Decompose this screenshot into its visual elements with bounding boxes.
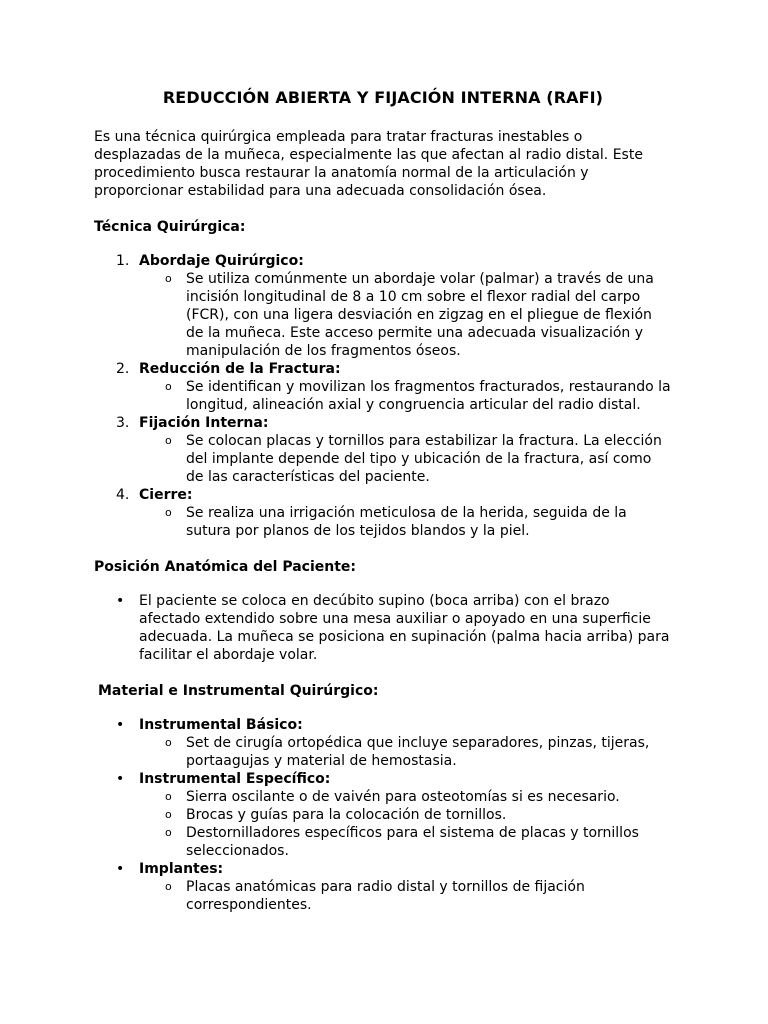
circle-bullet-icon: o	[165, 736, 172, 749]
step-label: Cierre:	[139, 487, 193, 503]
sub-list-item	[139, 432, 672, 486]
step-sublist	[139, 432, 672, 486]
step-item	[94, 414, 672, 486]
step-sublist	[139, 378, 672, 414]
material-sublist	[139, 734, 672, 770]
sub-list-item	[139, 504, 672, 540]
sub-list-item	[139, 824, 672, 860]
circle-bullet-icon: o	[165, 272, 172, 285]
bullet-icon: •	[116, 861, 125, 877]
position-list	[94, 592, 672, 664]
material-group	[94, 860, 672, 914]
sub-item-text: Se realiza una irrigación meticulosa de la herida, seguida de la sutura por planos de los tejidos blandos y la piel.	[186, 505, 627, 539]
circle-bullet-icon: o	[165, 506, 172, 519]
material-list	[94, 716, 672, 914]
document-title: REDUCCIÓN ABIERTA Y FIJACIÓN INTERNA (RAFI)	[162, 88, 604, 107]
sub-item-text: Placas anatómicas para radio distal y tornillos de fijación correspondientes.	[186, 879, 585, 913]
step-number: 4.	[116, 487, 130, 503]
material-sublist	[139, 788, 672, 860]
material-group-label: Instrumental Específico:	[139, 771, 331, 787]
material-sublist	[139, 878, 672, 914]
intro-paragraph: Es una técnica quirúrgica empleada para tratar fracturas inestables o desplazadas de la muñeca, especialmente las que afectan al radio distal. Este procedimiento busca restaurar la anatomía normal de la articulación y proporcionar estabilidad para una adecuada consolidación ósea.	[94, 129, 643, 199]
circle-bullet-icon: o	[165, 808, 172, 821]
material-group-label: Instrumental Básico:	[139, 717, 303, 733]
circle-bullet-icon: o	[165, 380, 172, 393]
technique-steps-list	[94, 252, 672, 540]
material-heading: Material e Instrumental Quirúrgico:	[98, 683, 379, 699]
circle-bullet-icon: o	[165, 434, 172, 447]
bullet-icon: •	[116, 771, 125, 787]
sub-item-text: Se colocan placas y tornillos para estabilizar la fractura. La elección del implante depende del tipo y ubicación de la fractura, así como de las características del paciente.	[186, 433, 662, 485]
sub-item-text: Sierra oscilante o de vaivén para osteotomías si es necesario.	[186, 789, 620, 805]
step-label: Fijación Interna:	[139, 415, 269, 431]
circle-bullet-icon: o	[165, 880, 172, 893]
bullet-icon: •	[116, 593, 125, 609]
step-item	[94, 252, 672, 360]
circle-bullet-icon: o	[165, 826, 172, 839]
step-label: Abordaje Quirúrgico:	[139, 253, 304, 269]
sub-item-text: Se utiliza comúnmente un abordaje volar (palmar) a través de una incisión longitudinal de 8 a 10 cm sobre el flexor radial del carpo (FCR), con una ligera desviación en zigzag en el pliegue de flexión de la muñeca. Este acceso permite una adecuada visualización y manipulación de los fragmentos óseos.	[186, 271, 654, 359]
position-heading: Posición Anatómica del Paciente:	[94, 559, 357, 575]
sub-item-text: Destornilladores específicos para el sistema de placas y tornillos seleccionados.	[186, 825, 639, 859]
step-number: 3.	[116, 415, 130, 431]
step-number: 2.	[116, 361, 130, 377]
spacer	[94, 540, 672, 558]
step-sublist	[139, 270, 672, 360]
document-page	[94, 88, 672, 914]
bullet-icon: •	[116, 717, 125, 733]
sub-list-item	[139, 878, 672, 914]
step-item	[94, 360, 672, 414]
step-sublist	[139, 504, 672, 540]
spacer	[94, 664, 672, 682]
sub-list-item	[139, 788, 672, 806]
material-group	[94, 716, 672, 770]
step-label: Reducción de la Fractura:	[139, 361, 341, 377]
bullet-text: El paciente se coloca en decúbito supino (boca arriba) con el brazo afectado extendido sobre una mesa auxiliar o apoyado en una superficie adecuada. La muñeca se posiciona en supinación (palma hacia arriba) para facilitar el abordaje volar.	[139, 593, 670, 663]
material-group	[94, 770, 672, 860]
technique-heading: Técnica Quirúrgica:	[94, 219, 246, 235]
sub-list-item	[139, 734, 672, 770]
sub-list-item	[139, 806, 672, 824]
material-group-label: Implantes:	[139, 861, 224, 877]
sub-item-text: Set de cirugía ortopédica que incluye separadores, pinzas, tijeras, portaagujas y material de hemostasia.	[186, 735, 650, 769]
bullet-item	[94, 592, 672, 664]
sub-list-item	[139, 378, 672, 414]
sub-list-item	[139, 270, 672, 360]
step-item	[94, 486, 672, 540]
sub-item-text: Se identifican y movilizan los fragmentos fracturados, restaurando la longitud, alineación axial y congruencia articular del radio distal.	[186, 379, 671, 413]
step-number: 1.	[116, 253, 130, 269]
circle-bullet-icon: o	[165, 790, 172, 803]
sub-item-text: Brocas y guías para la colocación de tornillos.	[186, 807, 507, 823]
